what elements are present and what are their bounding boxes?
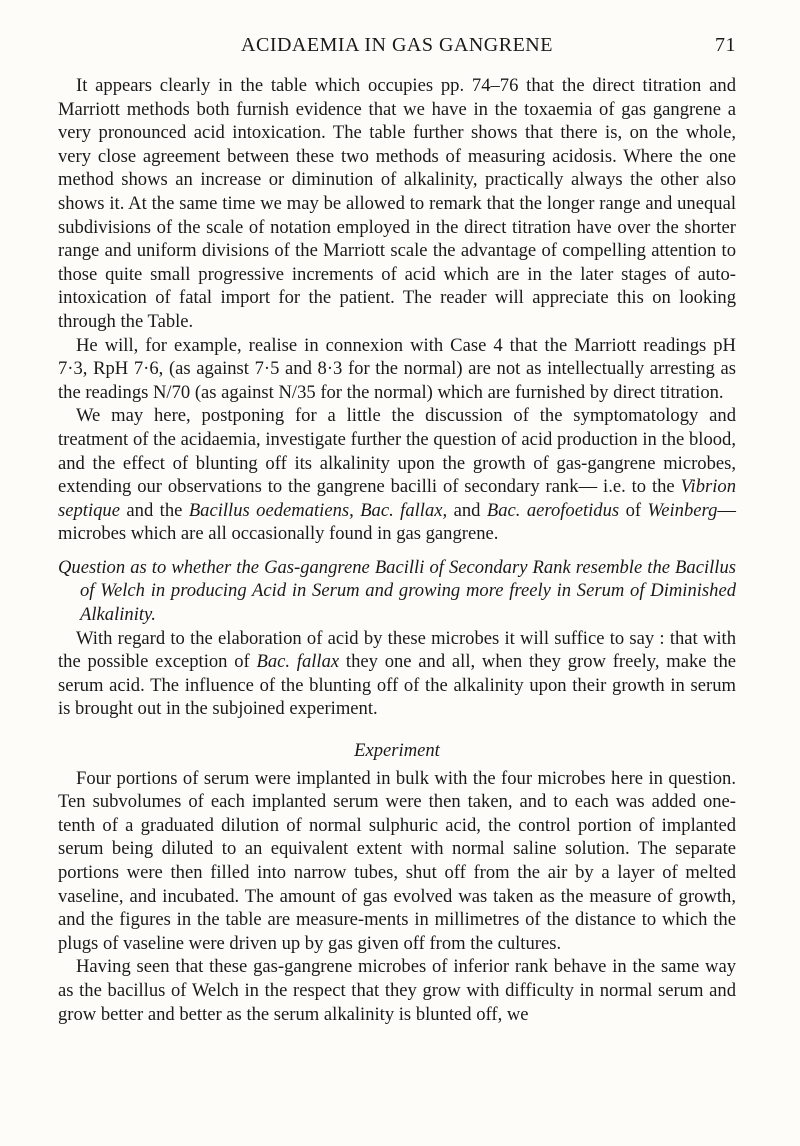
page-number: 71	[715, 34, 736, 56]
paragraph-text: and	[447, 499, 487, 521]
species-name: Bac. fallax	[256, 651, 340, 673]
running-header	[58, 30, 736, 64]
paragraph-conclusion: Having seen that these gas-gangrene microbes of inferior rank behave in the same way as the bacillus of Welch in the respect that they grow with difficulty in normal serum and grow better and better as the serum alkalinity is blunted off, we	[58, 956, 736, 1025]
paragraph-acid-elaboration	[58, 627, 736, 721]
paragraph-text: —microbes which are all occasionally found in gas gangrene.	[58, 499, 736, 545]
paragraph-experiment-method: Four portions of serum were implanted in bulk with the four microbes here in question. Ten subvolumes of each implanted serum were then taken, and to each was added one-tenth of a graduated dilution of normal sulphuric acid, the control portion of implanted serum being diluted to an equivalent extent with normal saline solution. The separate portions were then filled into narrow tubes, shut off from the air by a layer of melted vaseline, and incubated. The amount of gas evolved was taken as the measure of growth, and the figures in the table are measure-ments in millimetres of the distance to which the plugs of vaseline were driven up by gas given off from the cultures.	[58, 767, 736, 954]
paragraph-acid-intoxication: It appears clearly in the table which occupies pp. 74–76 that the direct titration and Marriott methods both furnish evidence that we have in the toxaemia of gas gangrene a very pronounced acid intoxication. The table further shows that there is, on the whole, very close agreement between these two methods of measuring acidosis. Where the one method shows an increase or diminution of alkalinity, practically always the other also shows it. At the same time we may be allowed to remark that the longer range and unequal subdivisions of the scale of notation employed in the direct titration have over the shorter range and uniform divisions of the Marriott scale the advantage of compelling attention to those quite small progressive increments of acid which are in the later stages of auto-intoxication of fatal import for the patient. The reader will appreciate this on looking through the Table.	[58, 75, 736, 332]
section-heading: Question as to whether the Gas-gangrene Bacilli of Secondary Rank resemble the Bacillus of Welch in producing Acid in Serum and growing more freely in Serum of Diminished Alkalinity.	[58, 556, 736, 626]
body-text	[58, 74, 736, 1026]
paragraph-text: and the	[119, 499, 189, 521]
author-name: Weinberg	[647, 499, 718, 521]
paragraph-marriott-readings: He will, for example, realise in connexion with Case 4 that the Marriott readings pH 7·3, RpH 7·6, (as against 7·5 and 8·3 for the normal) are not as intellectually arresting as the readings N/70 (as against N/35 for the normal) which are furnished by direct titration.	[58, 334, 736, 403]
species-name: Bacillus oedematiens, Bac. fallax,	[188, 499, 448, 521]
paragraph-text: We may here, postponing for a little the discussion of the symptomatology and treatment of the acidaemia, investigate further the question of acid production in the blood, and the effect of blunting off its alkalinity upon the growth of gas-gangrene microbes, extending our observations to the gangrene bacilli of secondary rank— i.e. to the	[58, 405, 736, 498]
experiment-heading: Experiment	[354, 740, 440, 762]
paragraph-text: of	[619, 499, 648, 521]
paragraph-secondary-microbes	[58, 404, 736, 546]
paragraph-text: they one and all, when they grow freely, make the serum acid. The influence of the blunting off of the alkalinity upon their growth in serum is brought out in the subjoined experiment.	[58, 651, 736, 720]
page	[58, 30, 736, 1026]
species-name: Bac. aerofoetidus	[486, 499, 620, 521]
species-name: Vibrion septique	[58, 476, 736, 521]
paragraph-text: With regard to the elaboration of acid by these microbes it will suffice to say : that with the possible exception of	[58, 627, 736, 673]
running-title: ACIDAEMIA IN GAS GANGRENE	[241, 34, 553, 56]
